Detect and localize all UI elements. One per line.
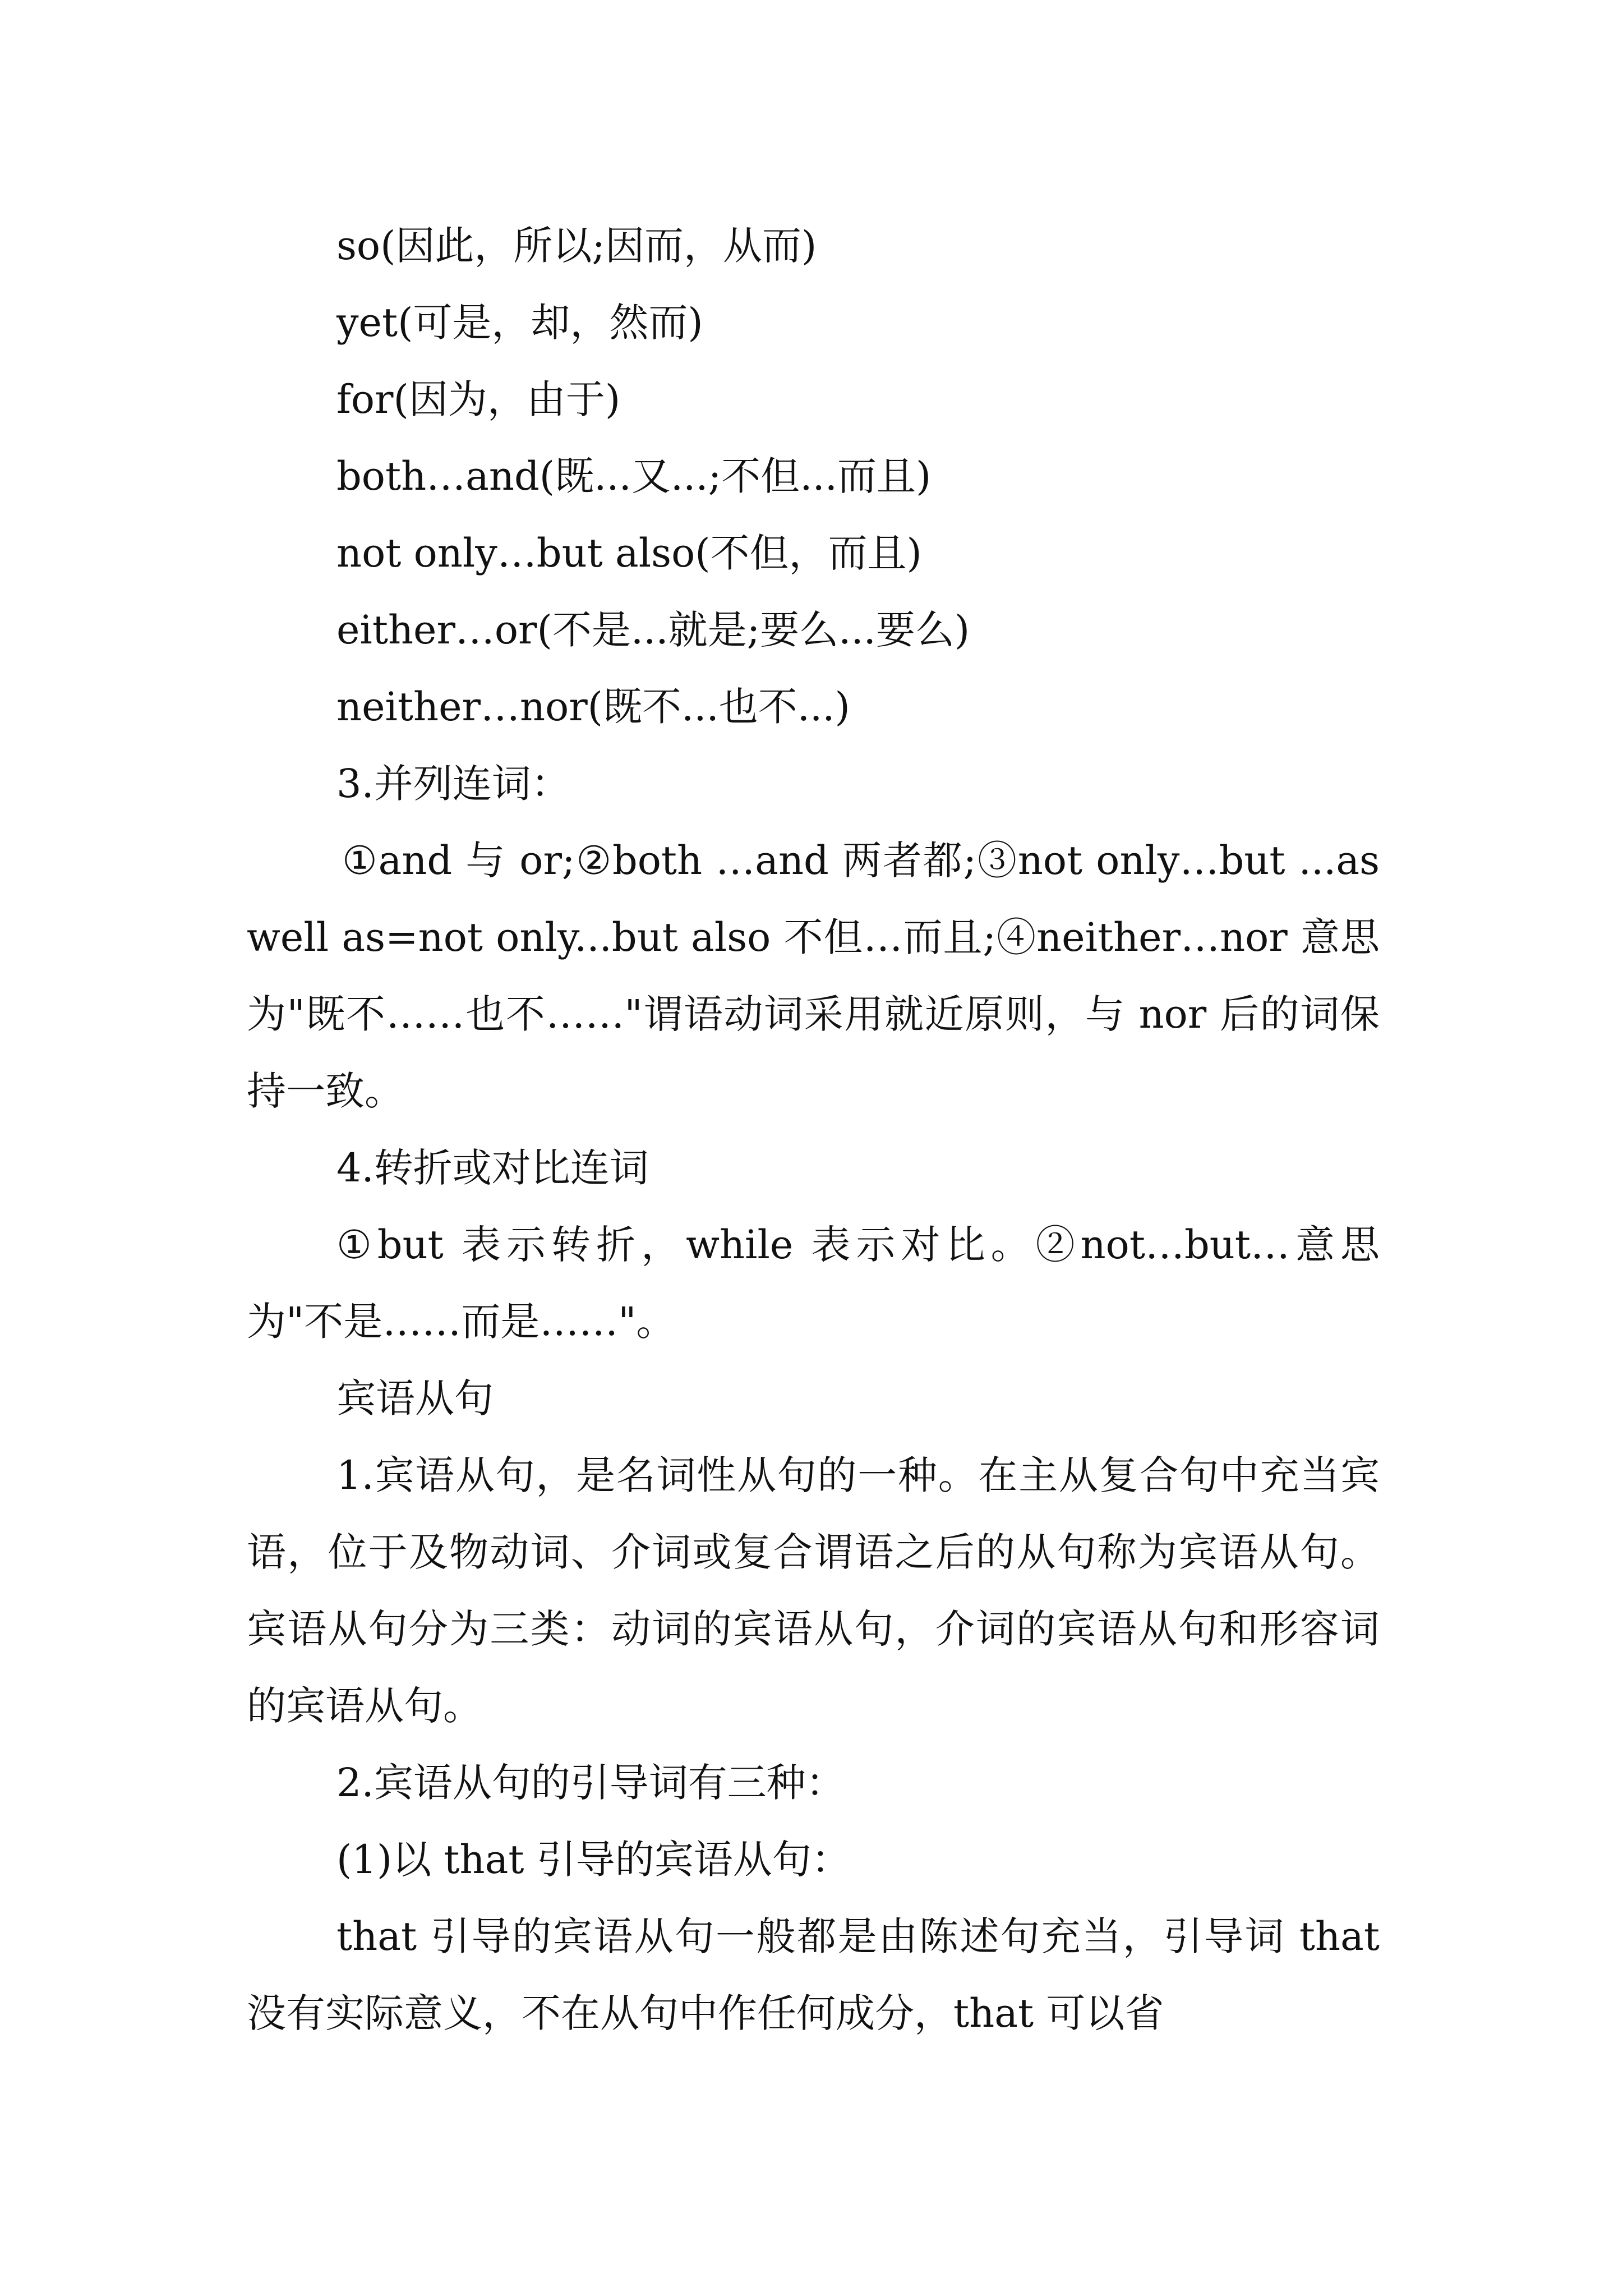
conjunction-item: neither…nor(既不...也不...) [336,684,850,730]
conjunction-item: for(因为，由于) [336,376,621,422]
paragraph-coordinating-conjunctions: ①and 与 or;②both …and 两者都;③not only…but ...as well as=not only...but also 不但…而且;④neither…nor 意思为"既不……也不……"谓语动词采用就近原则，与 nor 后的词保持一致。 [247,838,1380,1114]
section-heading-coordinating-conjunctions: 3.并列连词： [336,761,570,807]
conjunction-item: not only…but also(不但，而且) [336,530,922,576]
conjunction-item: so(因此，所以;因而，从而) [336,223,817,269]
section-title-object-clause: 宾语从句 [336,1375,494,1421]
conjunction-item: either…or(不是...就是;要么...要么) [336,607,970,653]
document-body [247,208,1380,2052]
paragraph-object-clause-connectives: 2.宾语从句的引导词有三种： [336,1760,845,1806]
section-heading-contrast-conjunctions: 4.转折或对比连词 [336,1145,649,1191]
paragraph-contrast-conjunctions: ①but 表示转折，while 表示对比。②not…but…意思为"不是……而是……"。 [247,1222,1380,1345]
conjunction-item: both…and(既...又...;不但...而且) [336,453,932,499]
conjunction-item: yet(可是，却，然而) [336,300,703,346]
paragraph-that-clause-body: that 引导的宾语从句一般都是由陈述句充当，引导词 that 没有实际意义，不在从句中作任何成分，that 可以省 [247,1913,1380,2036]
paragraph-object-clause-definition: 1.宾语从句，是名词性从句的一种。在主从复合句中充当宾语，位于及物动词、介词或复合谓语之后的从句称为宾语从句。宾语从句分为三类：动词的宾语从句，介词的宾语从句和形容词的宾语从句。 [247,1452,1380,1729]
paragraph-that-clause-heading: (1)以 that 引导的宾语从句： [336,1837,851,1883]
